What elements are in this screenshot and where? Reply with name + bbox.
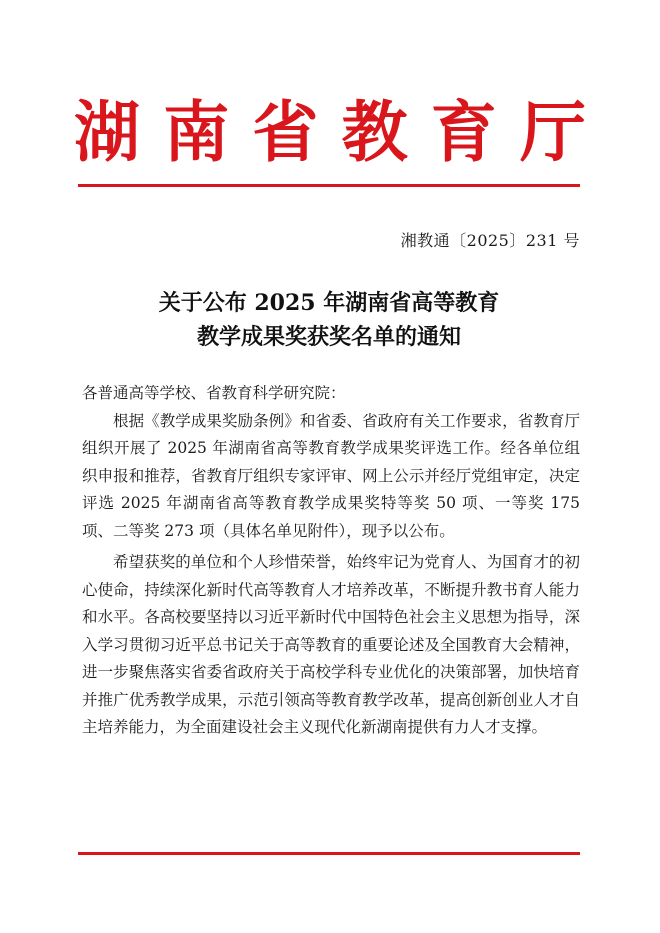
document-title	[78, 286, 580, 354]
document-body	[82, 380, 580, 742]
footer-divider	[78, 852, 580, 855]
masthead-char: 厅	[519, 93, 586, 171]
masthead-char: 湖	[74, 93, 140, 171]
title-line-1: 关于公布 2025 年湖南省高等教育	[158, 290, 500, 316]
masthead-char: 省	[252, 93, 319, 171]
body-paragraph-1: 根据《教学成果奖励条例》和省委、省政府有关工作要求，省教育厅组织开展了 2025 年湖南省高等教育教学成果奖评选工作。经各单位组织申报和推荐，省教育厅组织专家评审、网上公示并经厅党组审定，决定评选 2025 年湖南省高等教育教学成果奖特等奖 50 项、一等奖 175 项、二等奖 273 项（具体名单见附件），现予以公布。	[82, 411, 580, 540]
masthead-divider	[78, 184, 580, 187]
masthead-title	[74, 92, 586, 172]
salutation: 各普通高等学校、省教育科学研究院：	[82, 384, 346, 402]
body-paragraph-2: 希望获奖的单位和个人珍惜荣誉，始终牢记为党育人、为国育才的初心使命，持续深化新时代高等教育人才培养改革，不断提升教书育人能力和水平。各高校要坚持以习近平新时代中国特色社会主义思想为指导，深入学习贯彻习近平总书记关于高等教育的重要论述及全国教育大会精神，进一步聚焦落实省委省政府关于高校学科专业优化的决策部署，加快培育并推广优秀教学成果，示范引领高等教育教学改革，提高创新创业人才自主培养能力，为全面建设社会主义现代化新湖南提供有力人才支撑。	[82, 553, 580, 736]
title-line-2: 教学成果奖获奖名单的通知	[196, 324, 461, 350]
masthead-char: 南	[163, 93, 230, 171]
masthead-char: 育	[430, 93, 497, 171]
document-number: 湘教通〔2025〕231 号	[400, 231, 580, 250]
masthead-char: 教	[341, 93, 408, 171]
